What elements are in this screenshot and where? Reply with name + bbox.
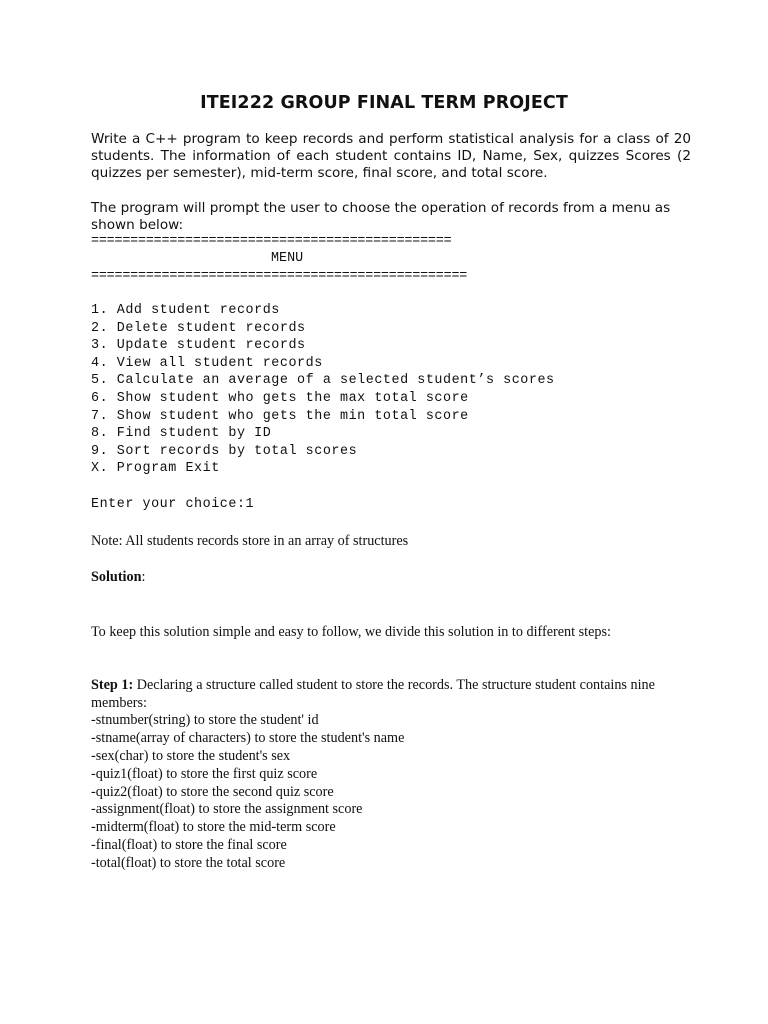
menu-option: 3. Update student records [91, 338, 306, 354]
structure-member: -quiz2(float) to store the second quiz score [91, 783, 334, 800]
choice-prompt: Enter your choice:1 [91, 497, 255, 512]
menu-option: 1. Add student records [91, 303, 280, 318]
structure-member: -sex(char) to store the student's sex [91, 747, 291, 764]
structure-member: -final(float) to store the final score [91, 837, 287, 854]
menu-option: 2. Delete student records [91, 320, 306, 336]
solution-heading [91, 569, 145, 586]
assignment-description: Write a C++ program to keep records and perform statistical analysis for a class of 20 students. The information of each student contains ID, Name, Sex, quizzes Scores (2 quizzes per semester), mid-term score, final score, and total score. [91, 131, 691, 181]
menu-intro-paragraph: The program will prompt the user to choose the operation of records from a menu as shown below: [91, 200, 671, 233]
menu-options-list [91, 302, 555, 478]
menu-heading: MENU [271, 251, 304, 266]
menu-option: 5. Calculate an average of a selected student’s scores [91, 373, 555, 389]
menu-option: 4. View all student records [91, 355, 323, 371]
structure-member: -stnumber(string) to store the student' id [91, 712, 319, 728]
step-1-paragraph [91, 677, 671, 712]
structure-member: -quiz1(float) to store the first quiz score [91, 765, 318, 782]
structure-member: -total(float) to store the total score [91, 855, 286, 872]
solution-intro: To keep this solution simple and easy to follow, we divide this solution in to different steps: [91, 624, 611, 640]
structure-member: -assignment(float) to store the assignment score [91, 801, 363, 818]
menu-option: 8. Find student by ID [91, 426, 272, 442]
menu-option: 7. Show student who gets the min total score [91, 408, 469, 424]
menu-option: 6. Show student who gets the max total score [91, 390, 469, 406]
menu-option: 9. Sort records by total scores [91, 443, 358, 459]
structure-member: -midterm(float) to store the mid-term score [91, 819, 336, 836]
note-text: Note: All students records store in an array of structures [91, 533, 409, 549]
solution-label: Solution [91, 569, 142, 585]
menu-rule-bottom: ================================================ [91, 269, 468, 284]
step-1-text: Declaring a structure called student to store the records. The structure student contains nine members: [91, 677, 655, 711]
step-1-label: Step 1: [91, 677, 134, 693]
menu-rule-top: ============================================== [91, 234, 452, 249]
menu-option: X. Program Exit [91, 461, 220, 477]
structure-member: -stname(array of characters) to store the student's name [91, 729, 405, 746]
structure-members-list [91, 712, 404, 873]
solution-colon: : [141, 569, 146, 585]
document-title: ITEI222 GROUP FINAL TERM PROJECT [200, 93, 568, 113]
